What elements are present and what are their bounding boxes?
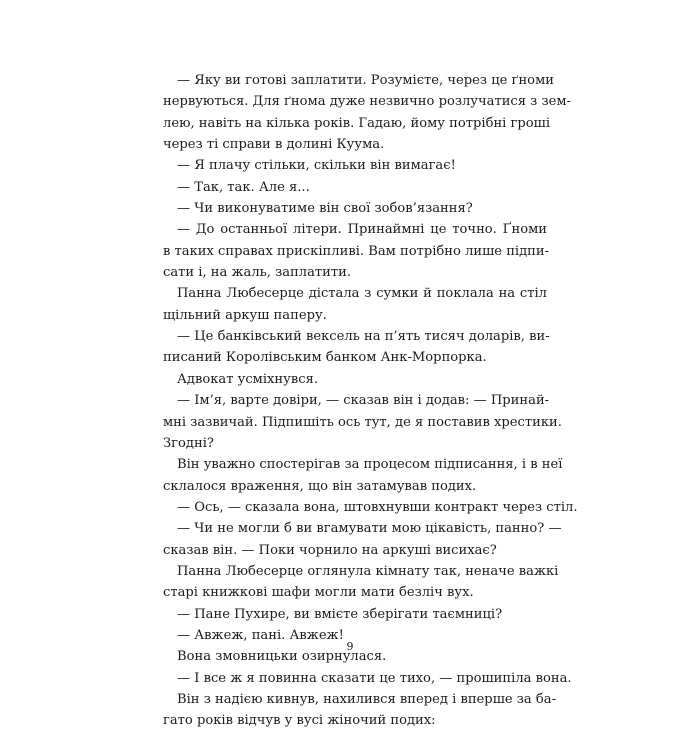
text-line: — Пане Пухире, ви вмієте зберігати таємниці?: [177, 606, 503, 622]
text-line: — Ім’я, варте довіри, — сказав він і додав: — Принай-: [177, 393, 550, 409]
text-line: — Чи виконуватиме він свої зобов’язання?: [177, 201, 473, 217]
page-number: 9: [346, 640, 354, 653]
text-line: нервуються. Для ґнома дуже незвично розлучатися з зем-: [163, 94, 571, 110]
text-line: — Авжеж, пані. Авжеж!: [177, 627, 344, 643]
text-line: — Ось, — сказала вона, штовхнувши контракт через стіл.: [177, 499, 578, 515]
body-text: [163, 70, 578, 732]
text-line: старі книжкові шафи могли мати безліч вух.: [163, 585, 474, 601]
text-line: лею, навіть на кілька років. Гадаю, йому потрібні гроші: [163, 115, 551, 131]
text-line: — Я плачу стільки, скільки він вимагає!: [177, 158, 456, 174]
text-line: через ті справи в долині Куума.: [163, 137, 385, 153]
text-line: Панна Любесерце дістала з сумки й поклала на стіл: [177, 286, 547, 302]
text-line: — І все ж я повинна сказати це тихо, — прошипіла вона.: [177, 670, 572, 686]
text-line: Адвокат усміхнувся.: [177, 371, 318, 387]
text-line: щільний аркуш паперу.: [163, 307, 327, 323]
text-line: мні зазвичай. Підпишіть ось тут, де я поставив хрестики.: [163, 414, 562, 430]
text-line: — Так, так. Але я...: [177, 179, 310, 195]
text-line: сати і, на жаль, заплатити.: [163, 265, 352, 281]
text-line: сказав він. — Поки чорнило на аркуші висихає?: [163, 542, 497, 558]
text-line: — До останньої літери. Принаймні це точно. Ґноми: [177, 222, 547, 238]
text-line: Панна Любесерце оглянула кімнату так, неначе важкі: [177, 563, 559, 579]
text-line: склалося враження, що він затамував подих.: [163, 478, 477, 494]
text-line: — Яку ви готові заплатити. Розумієте, через це ґноми: [177, 73, 554, 88]
text-line: Вона змовницьки озирнулася.: [177, 649, 387, 665]
text-line: Згодні?: [163, 435, 214, 451]
text-line: гато років відчув у вусі жіночий подих:: [163, 713, 436, 729]
text-line: — Чи не могли б ви вгамувати мою цікавість, панно? —: [177, 521, 562, 537]
text-line: Він з надією кивнув, нахилився вперед і вперше за ба-: [177, 691, 556, 707]
text-line: в таких справах прискіпливі. Вам потрібно лише підпи-: [163, 243, 550, 259]
text-line: — Це банківський вексель на п’ять тисяч доларів, ви-: [177, 329, 550, 345]
text-line: Він уважно спостерігав за процесом підписання, і в неї: [177, 457, 563, 473]
text-line: писаний Королівським банком Анк-Морпорка.: [163, 350, 487, 366]
